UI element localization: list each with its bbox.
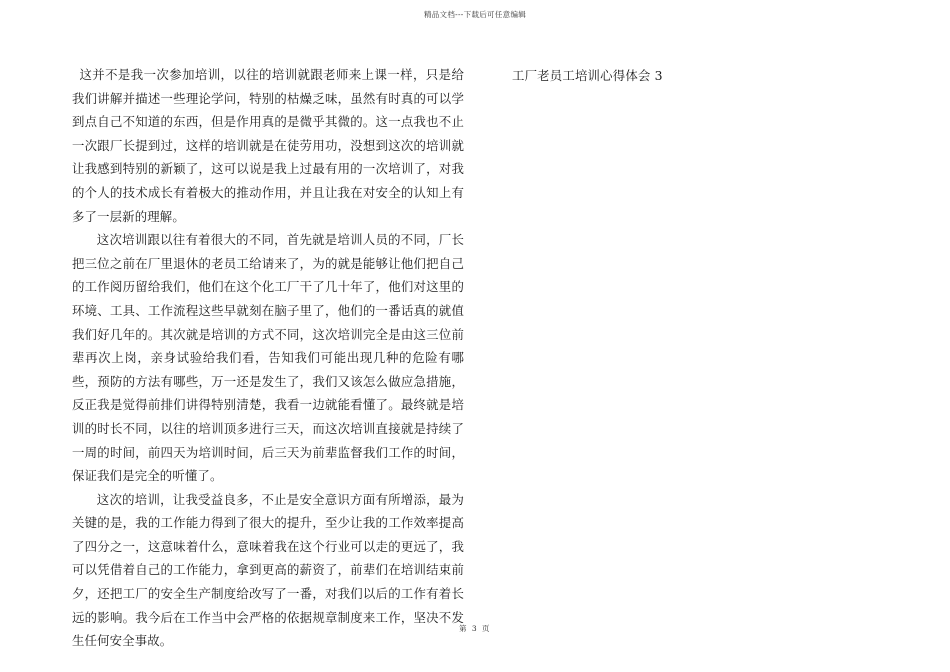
page-number: 第 3 页 [458,624,492,633]
paragraph-2: 这次培训跟以往有着很大的不同，首先就是培训人员的不同，厂长把三位之前在厂里退休的老员工给请来了，为的就是能够让他们把自己的工作阅历留给我们，他们在这个化工厂干了几十年了，他们对这里的环境、工具、工作流程这些早就刻在脑子里了，他们的一番话真的就值我们好几年的。其次就是培训的方式不同，这次培训完全是由这三位前辈再次上岗，亲身试验给我们看，告知我们可能出现几种的危险有哪些，预防的方法有哪些，万一还是发生了，我们又该怎么做应急措施，反正我是觉得前排们讲得特别清楚，我看一边就能看懂了。最终就是培训的时长不同，以往的培训顶多进行三天，而这次培训直接就是持续了一周的时间，前四天为培训时间，后三天为前辈监督我们工作的时间，保证我们是完全的听懂了。 [72,232,464,484]
header-note: 精品文档---下载后可任意编辑 [423,10,527,19]
paragraph-1: 这并不是我一次参加培训，以往的培训就跟老师来上课一样，只是给我们讲解并描述一些理论学问，特别的枯燥乏味，虽然有时真的可以学到点自己不知道的东西，但是作用真的是微乎其微的。这一点我也不止一次跟厂长提到过，这样的培训就是在徒劳用功，没想到这次的培训就让我感到特别的新颖了，这可以说是我上过最有用的一次培训了，对我的个人的技术成长有着极大的推动作用，并且让我在对安全的认知上有多了一层新的理解。 [72,67,464,224]
left-column-text [72,63,464,653]
document-title: 工厂老员工培训心得体会 3 [512,68,663,83]
paragraph-3: 这次的培训，让我受益良多，不止是安全意识方面有所增添，最为关键的是，我的工作能力得到了很大的提升，至少让我的工作效率提高了四分之一，这意味着什么，意味着我在这个行业可以走的更远了，我可以凭借着自己的工作能力，拿到更高的薪资了，前辈们在培训结束前夕，还把工厂的安全生产制度给改写了一番，对我们以后的工作有着长远的影响。我今后在工作当中会严格的依据规章制度来工作，坚决不发生任何安全事故。 [72,491,464,649]
